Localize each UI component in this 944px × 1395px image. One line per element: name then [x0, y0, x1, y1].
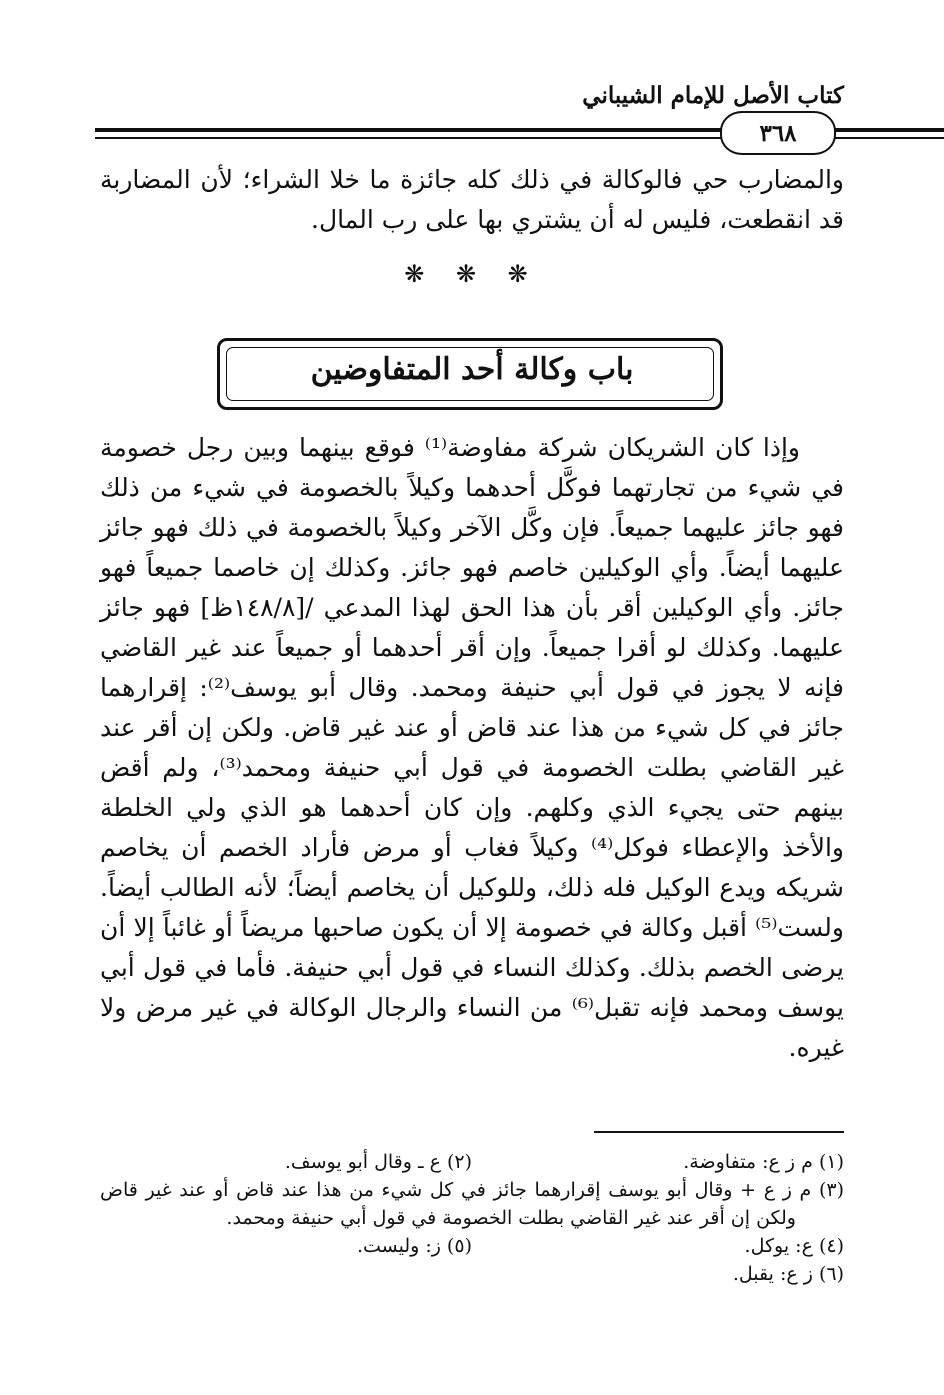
footnotes	[100, 1148, 844, 1288]
body-paragraph: وإذا كان الشريكان شركة مفاوضة⁽¹⁾ فوقع بينهما وبين رجل خصومة في شيء من تجارتهما فوكَّل أحدهما وكيلاً بالخصومة في شيء من ذلك فهو جائز عليهما جميعاً. فإن وكَّل الآخر وكيلاً بالخصومة في ذلك فهو جائز عليهما أيضاً. وأي الوكيلين خاصم فهو جائز. وكذلك إن خاصما جميعاً فهو جائز. وأي الوكيلين أقر بأن هذا الحق لهذا المدعي /[١٤٨/٨ظ] فهو جائز عليهما. وكذلك لو أقرا جميعاً. وإن أقر أحدهما أو جميعاً عند غير القاضي فإنه لا يجوز في قول أبي حنيفة ومحمد. وقال أبو يوسف⁽²⁾: إقرارهما جائز في كل شيء من هذا عند قاض أو عند غير قاض. ولكن إن أقر عند غير القاضي بطلت الخصومة في قول أبي حنيفة ومحمد⁽³⁾، ولم أقض بينهم حتى يجيء الذي وكلهم. وإن كان أحدهما هو الذي ولي الخلطة والأخذ والإعطاء فوكل⁽⁴⁾ وكيلاً فغاب أو مرض فأراد الخصم أن يخاصم شريكه ويدع الوكيل فله ذلك، وللوكيل أن يخاصم أيضاً؛ لأنه الطالب أيضاً. ولست⁽⁵⁾ أقبل وكالة في خصومة إلا أن يكون صاحبها مريضاً أو غائباً إلا أن يرضى الخصم بذلك. وكذلك النساء في قول أبي حنيفة. فأما في قول أبي يوسف ومحمد فإنه تقبل⁽⁶⁾ من النساء والرجال الوكالة في غير مرض ولا غيره.	[100, 433, 845, 1062]
footnote-row	[100, 1148, 844, 1176]
footnote-6: (٦) ز ع: يقبل.	[732, 1263, 844, 1285]
footnote-2: (٢) ع ـ وقال أبو يوسف.	[284, 1151, 472, 1173]
footnote-3: (٣) م ز ع + وقال أبو يوسف إقرارهما جائز في كل شيء من هذا عند قاض أو عند غير قاض ولكن إن أقر عند غير القاضي بطلت الخصومة في قول أبي حنيفة ومحمد.	[100, 1179, 844, 1229]
footnote-rule	[594, 1131, 844, 1133]
footnote-1: (١) م ز ع: متفاوضة.	[683, 1151, 844, 1173]
intro-paragraph-block	[100, 160, 844, 240]
body-paragraph-block	[100, 428, 844, 1068]
footnote-row	[100, 1232, 844, 1260]
section-separator: ❋ ❋ ❋	[404, 260, 540, 288]
chapter-heading: باب وكالة أحد المتفاوضين	[310, 352, 634, 387]
running-title: كتاب الأصل للإمام الشيباني	[582, 82, 844, 109]
intro-paragraph: والمضارب حي فالوكالة في ذلك كله جائزة ما خلا الشراء؛ لأن المضاربة قد انقطعت، فليس له أن يشتري بها على رب المال.	[100, 165, 844, 234]
footnote-row	[100, 1260, 844, 1288]
footnote-4: (٤) ع: يوكل.	[744, 1235, 844, 1257]
footnote-5: (٥) ز: وليست.	[356, 1235, 472, 1257]
page-number: ٣٦٨	[720, 111, 836, 155]
